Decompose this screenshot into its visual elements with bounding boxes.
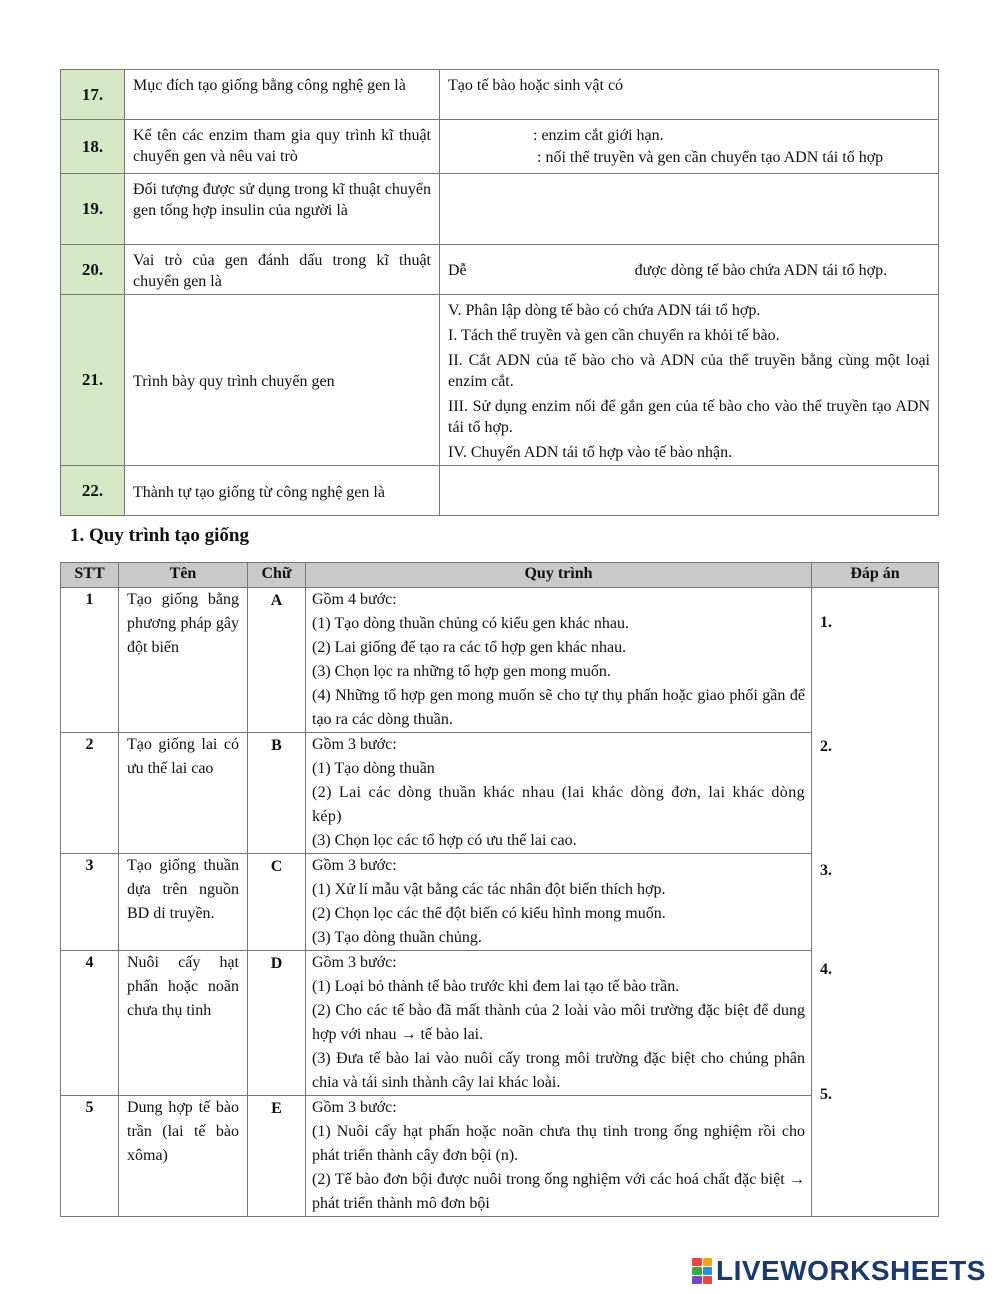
process-step: (1) Nuôi cấy hạt phấn hoặc noãn chưa thụ tinh trong ống nghiệm rồi cho phát triển thành cây đơn bội (n). bbox=[312, 1123, 805, 1164]
row-stt: 2 bbox=[61, 733, 119, 854]
table-row bbox=[61, 295, 939, 466]
table-row bbox=[61, 120, 939, 174]
row-chu: A bbox=[248, 588, 306, 733]
answer-cell bbox=[440, 245, 939, 295]
process-step: Gồm 3 bước: bbox=[312, 857, 397, 874]
process-step: (3) Chọn lọc các tổ hợp có ưu thế lai cao. bbox=[312, 832, 577, 849]
question-text: Thành tự tạo giống từ công nghệ gen là bbox=[125, 466, 440, 516]
logo-text: LIVEWORKSHEETS bbox=[716, 1255, 986, 1286]
process-step: Gồm 3 bước: bbox=[312, 954, 397, 971]
process-step: (1) Loại bỏ thành tế bào trước khi đem lai tạo tế bào trần. bbox=[312, 978, 680, 995]
header-stt: STT bbox=[61, 563, 119, 588]
table-row bbox=[61, 588, 939, 733]
row-number: 20. bbox=[61, 245, 125, 295]
process-step: Gồm 3 bước: bbox=[312, 736, 397, 753]
table-row bbox=[61, 70, 939, 120]
row-ten: Tạo giống thuần dựa trên nguồn BD di truyền. bbox=[119, 854, 248, 951]
question-text: Mục đích tạo giống bằng công nghệ gen là bbox=[125, 70, 440, 120]
process-step: (3) Chọn lọc ra những tổ hợp gen mong muốn. bbox=[312, 663, 611, 680]
process-step: (2) Chọn lọc các thể đột biến có kiểu hình mong muốn. bbox=[312, 905, 666, 922]
answer-prefix: Tạo tế bào hoặc sinh vật có bbox=[448, 77, 624, 94]
row-quy-trinh bbox=[306, 588, 812, 733]
answer-cell bbox=[440, 295, 939, 466]
question-text: Đối tượng được sử dụng trong kĩ thuật chuyển gen tổng hợp insulin của người là bbox=[125, 174, 440, 245]
row-number: 19. bbox=[61, 174, 125, 245]
process-step: (1) Tạo dòng thuần chủng có kiểu gen khác nhau. bbox=[312, 615, 629, 632]
logo-icon bbox=[692, 1258, 712, 1284]
question-table bbox=[60, 69, 939, 516]
answer-line: : enzim cắt giới hạn. bbox=[533, 127, 664, 144]
process-step: (2) Lai giống để tạo ra các tổ hợp gen khác nhau. bbox=[312, 639, 627, 656]
answer-start: Dễ bbox=[448, 262, 467, 279]
answer-cell bbox=[440, 466, 939, 516]
process-step: (3) Tạo dòng thuần chủng. bbox=[312, 929, 482, 946]
row-quy-trinh bbox=[306, 733, 812, 854]
process-step: (2) Lai các dòng thuần khác nhau (lai khác dòng đơn, lai khác dòng kép) bbox=[312, 784, 805, 825]
section-title: 1. Quy trình tạo giống bbox=[70, 525, 249, 546]
process-step: III. Sử dụng enzim nối để gắn gen của tế bào cho vào thể truyền tạo ADN tái tổ hợp. bbox=[448, 398, 930, 436]
answer-cell bbox=[440, 120, 939, 174]
header-dap-an: Đáp án bbox=[812, 563, 939, 588]
row-number: 17. bbox=[61, 70, 125, 120]
row-quy-trinh bbox=[306, 951, 812, 1096]
table-row bbox=[61, 245, 939, 295]
row-ten: Tạo giống lai có ưu thế lai cao bbox=[119, 733, 248, 854]
header-ten: Tên bbox=[119, 563, 248, 588]
process-step: Gồm 3 bước: bbox=[312, 1099, 397, 1116]
header-chu: Chữ bbox=[248, 563, 306, 588]
process-step: (1) Tạo dòng thuần bbox=[312, 760, 435, 777]
answer-label: 3. bbox=[820, 862, 832, 879]
question-text: Trình bày quy trình chuyển gen bbox=[125, 295, 440, 466]
answer-label: 1. bbox=[820, 614, 832, 631]
table-row bbox=[61, 1096, 939, 1217]
process-step: (3) Đưa tế bào lai vào nuôi cấy trong môi trường đặc biệt cho chúng phân chia và tái sinh thành cây lai khác loài. bbox=[312, 1050, 805, 1091]
process-step: (2) Cho các tế bào đã mất thành của 2 loài vào môi trường đặc biệt để dung hợp với nhau → tế bào lai. bbox=[312, 1002, 805, 1043]
process-step: II. Cắt ADN của tế bào cho và ADN của thể truyền bằng cùng một loại enzim cắt. bbox=[448, 352, 930, 390]
row-number: 18. bbox=[61, 120, 125, 174]
row-chu: B bbox=[248, 733, 306, 854]
process-step: V. Phân lập dòng tế bào có chứa ADN tái tổ hợp. bbox=[448, 302, 761, 319]
answer-label: 5. bbox=[820, 1086, 832, 1103]
table-header-row bbox=[61, 563, 939, 588]
row-chu: D bbox=[248, 951, 306, 1096]
question-text: Kể tên các enzim tham gia quy trình kĩ thuật chuyển gen và nêu vai trò bbox=[125, 120, 440, 174]
row-quy-trinh bbox=[306, 1096, 812, 1217]
row-ten: Tạo giống bằng phương pháp gây đột biến bbox=[119, 588, 248, 733]
process-step: I. Tách thể truyền và gen cần chuyển ra khỏi tế bào. bbox=[448, 327, 780, 344]
row-quy-trinh bbox=[306, 854, 812, 951]
row-ten: Dung hợp tế bào trần (lai tế bào xôma) bbox=[119, 1096, 248, 1217]
row-number: 22. bbox=[61, 466, 125, 516]
header-quy-trinh: Quy trình bbox=[306, 563, 812, 588]
row-chu: E bbox=[248, 1096, 306, 1217]
process-step: (4) Những tổ hợp gen mong muốn sẽ cho tự thụ phấn hoặc giao phối gần để tạo ra các dòng thuần. bbox=[312, 687, 805, 728]
row-stt: 4 bbox=[61, 951, 119, 1096]
table-row bbox=[61, 733, 939, 854]
answer-column bbox=[812, 588, 939, 1217]
row-stt: 5 bbox=[61, 1096, 119, 1217]
row-number: 21. bbox=[61, 295, 125, 466]
process-step: IV. Chuyển ADN tái tổ hợp vào tế bào nhận. bbox=[448, 444, 733, 461]
table-row bbox=[61, 466, 939, 516]
answer-label: 4. bbox=[820, 961, 832, 978]
answer-end: được dòng tế bào chứa ADN tái tổ hợp. bbox=[634, 262, 888, 279]
process-step: (1) Xử lí mẫu vật bằng các tác nhân đột biến thích hợp. bbox=[312, 881, 666, 898]
answer-cell bbox=[440, 174, 939, 245]
answer-label: 2. bbox=[820, 738, 832, 755]
process-step: (2) Tế bào đơn bội được nuôi trong ống nghiệm với các hoá chất đặc biệt → phát triển thành mô đơn bội bbox=[312, 1171, 805, 1212]
row-stt: 3 bbox=[61, 854, 119, 951]
table-row bbox=[61, 854, 939, 951]
row-stt: 1 bbox=[61, 588, 119, 733]
table-row bbox=[61, 174, 939, 245]
breeding-process-table bbox=[60, 562, 939, 1217]
table-row bbox=[61, 951, 939, 1096]
row-ten: Nuôi cấy hạt phấn hoặc noãn chưa thụ tinh bbox=[119, 951, 248, 1096]
answer-line: : nối thể truyền và gen cần chuyển tạo ADN tái tổ hợp bbox=[537, 149, 884, 166]
liveworksheets-logo bbox=[692, 1255, 986, 1287]
question-text: Vai trò của gen đánh dấu trong kĩ thuật chuyển gen là bbox=[125, 245, 440, 295]
process-step: Gồm 4 bước: bbox=[312, 591, 397, 608]
answer-cell bbox=[440, 70, 939, 120]
row-chu: C bbox=[248, 854, 306, 951]
